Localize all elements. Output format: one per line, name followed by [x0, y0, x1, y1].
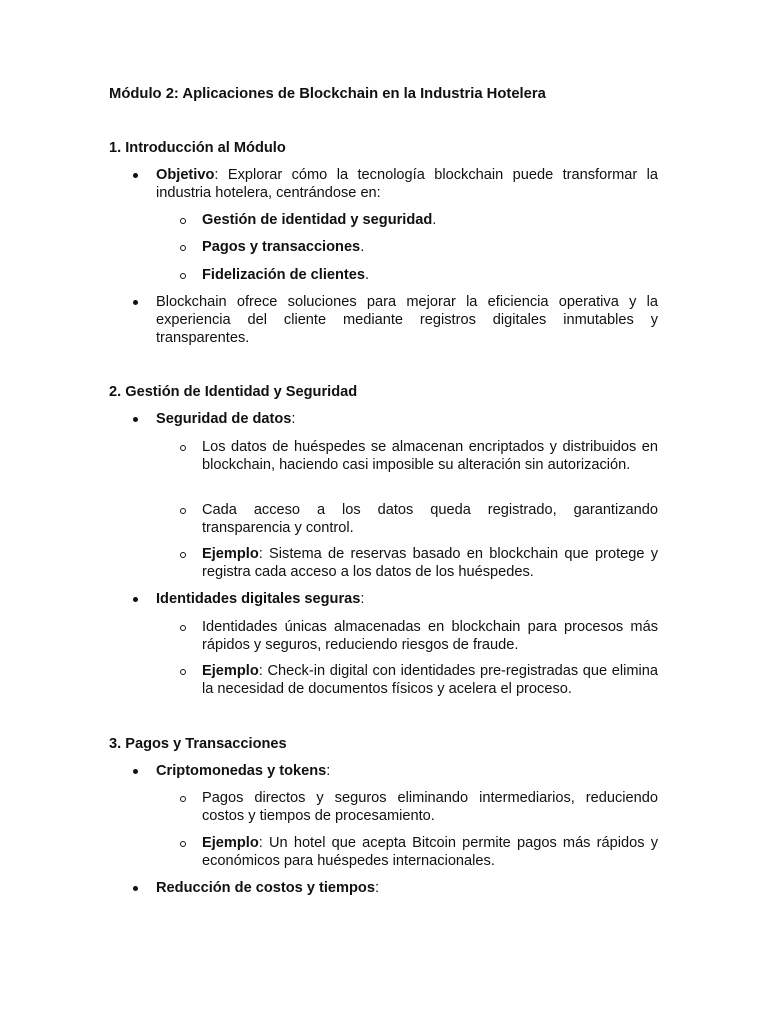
subitem-text: . [360, 239, 365, 255]
list-item-objetivo [156, 166, 658, 202]
list-item-blockchain-ofrece [156, 293, 658, 347]
subitem-bold-label: Fidelización de clientes [202, 267, 366, 283]
sublist-item-datos-encriptados [202, 438, 658, 474]
subitem-bold-label: Gestión de identidad y seguridad [202, 212, 433, 228]
item-bold-label: Objetivo [156, 167, 215, 183]
circle-bullet-icon [180, 273, 186, 279]
subitem-bold-label: Ejemplo [202, 835, 259, 851]
item-bold-label: Identidades digitales seguras [156, 591, 361, 607]
subitem-text: Pagos directos y seguros eliminando intermediarios, reduciendo costos y tiempos de procesamiento. [202, 790, 658, 824]
subitem-bold-label: Ejemplo [202, 663, 259, 679]
section-heading-pagos-transacciones: 3. Pagos y Transacciones [109, 736, 287, 752]
item-bold-label: Seguridad de datos [156, 411, 292, 427]
list-item-criptomonedas [156, 762, 658, 780]
subitem-bold-label: Ejemplo [202, 546, 259, 562]
item-text: : [360, 591, 365, 607]
item-text: Blockchain ofrece soluciones para mejorar la eficiencia operativa y la experiencia del cliente mediante registros digitales inmutables y transparentes. [156, 294, 658, 346]
sublist-item-fidelizacion [202, 266, 658, 284]
subitem-text: : Check-in digital con identidades pre-registradas que elimina la necesidad de documentos físicos y acelera el proceso. [202, 663, 658, 697]
sublist-item-identidades-unicas [202, 618, 658, 654]
sublist-item-pagos [202, 238, 658, 256]
circle-bullet-icon [180, 625, 186, 631]
circle-bullet-icon [180, 508, 186, 514]
subitem-text: : Sistema de reservas basado en blockchain que protege y registra cada acceso a los datos de los huéspedes. [202, 546, 658, 580]
subitem-text: . [365, 267, 370, 283]
bullet-icon [133, 417, 138, 422]
subitem-text: Cada acceso a los datos queda registrado, garantizando transparencia y control. [202, 502, 658, 536]
bullet-icon [133, 886, 138, 891]
bullet-icon [133, 597, 138, 602]
subitem-text: : Un hotel que acepta Bitcoin permite pagos más rápidos y económicos para huéspedes internacionales. [202, 835, 658, 869]
list-item-identidades-digitales [156, 590, 658, 608]
subitem-text: Identidades únicas almacenadas en blockchain para procesos más rápidos y seguros, reduciendo riesgos de fraude. [202, 619, 658, 653]
sublist-item-acceso-registrado [202, 501, 658, 537]
section-heading-introduccion: 1. Introducción al Módulo [109, 140, 286, 156]
document-title: Módulo 2: Aplicaciones de Blockchain en la Industria Hotelera [109, 86, 546, 102]
item-text: : [374, 880, 380, 896]
item-bold-label: Criptomonedas y tokens [156, 763, 327, 779]
circle-bullet-icon [180, 796, 186, 802]
bullet-icon [133, 173, 138, 178]
subitem-text: . [432, 212, 437, 228]
circle-bullet-icon [180, 218, 186, 224]
list-item-seguridad-datos [156, 410, 658, 428]
item-text: : [326, 763, 331, 779]
circle-bullet-icon [180, 445, 186, 451]
item-text: : Explorar cómo la tecnología blockchain puede transformar la industria hotelera, centrándose en: [156, 167, 658, 201]
list-item-reduccion-costos [156, 879, 658, 897]
sublist-item-gestion-identidad [202, 211, 658, 229]
circle-bullet-icon [180, 552, 186, 558]
circle-bullet-icon [180, 245, 186, 251]
item-text: : [291, 411, 296, 427]
circle-bullet-icon [180, 669, 186, 675]
bullet-icon [133, 769, 138, 774]
sublist-item-ejemplo-reservas [202, 545, 658, 581]
circle-bullet-icon [180, 841, 186, 847]
subitem-text: Los datos de huéspedes se almacenan encriptados y distribuidos en blockchain, haciendo casi imposible su alteración sin autorización. [202, 439, 658, 473]
section-heading-identidad-seguridad: 2. Gestión de Identidad y Seguridad [109, 384, 358, 400]
sublist-item-pagos-directos [202, 789, 658, 825]
subitem-bold-label: Pagos y transacciones [202, 239, 361, 255]
item-bold-label: Reducción de costos y tiempos [156, 880, 375, 896]
bullet-icon [133, 300, 138, 305]
sublist-item-ejemplo-bitcoin [202, 834, 658, 870]
sublist-item-ejemplo-checkin [202, 662, 658, 698]
